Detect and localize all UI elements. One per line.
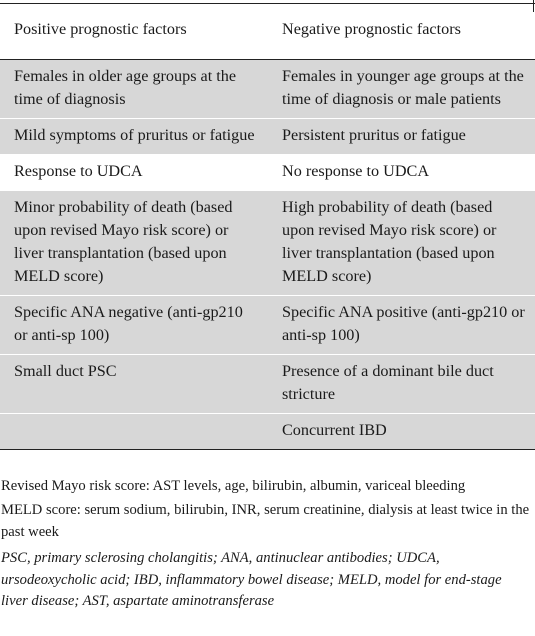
positive-cell: Mild symptoms of pruritus or fatigue <box>0 119 268 155</box>
negative-cell: No response to UDCA <box>268 155 535 191</box>
mayo-footnote: Revised Mayo risk score: AST levels, age, bilirubin, albumin, variceal bleeding <box>1 478 466 494</box>
negative-cell: Females in younger age groups at the time of diagnosis or male patients <box>268 60 535 119</box>
positive-cell: Response to UDCA <box>0 155 268 191</box>
prognostic-factors-table <box>0 12 535 450</box>
positive-cell: Specific ANA negative (anti-gp210 or anti-sp 100) <box>0 296 268 355</box>
top-rule <box>0 3 535 4</box>
positive-cell <box>0 414 268 450</box>
table-row <box>0 155 535 191</box>
negative-cell: Concurrent IBD <box>268 414 535 450</box>
table-row <box>0 191 535 296</box>
table-footnotes <box>0 476 535 615</box>
table-row <box>0 119 535 155</box>
negative-cell: Persistent pruritus or fatigue <box>268 119 535 155</box>
header-positive: Positive prognostic factors <box>14 20 187 38</box>
meld-footnote: MELD score: serum sodium, bilirubin, INR, serum creatinine, dialysis at least twice in the past week <box>1 502 530 540</box>
positive-cell: Minor probability of death (based upon revised Mayo risk score) or liver transplantation (based upon MELD score) <box>0 191 268 296</box>
negative-cell: High probability of death (based upon revised Mayo risk score) or liver transplantation (based upon MELD score) <box>268 191 535 296</box>
header-row <box>0 12 535 60</box>
table-row <box>0 355 535 414</box>
header-negative: Negative prognostic factors <box>282 20 461 38</box>
positive-cell: Females in older age groups at the time of diagnosis <box>0 60 268 119</box>
abbreviations-footnote: PSC, primary sclerosing cholangitis; ANA, antinuclear antibodies; UDCA, ursodeoxycholic acid; IBD, inflammatory bowel disease; MELD, model for end-stage liver disease; AST, aspartate aminotransferase <box>1 550 502 610</box>
positive-cell: Small duct PSC <box>0 355 268 414</box>
table-row <box>0 60 535 119</box>
right-edge-line <box>533 0 534 12</box>
top-border <box>0 0 535 12</box>
negative-cell: Specific ANA positive (anti-gp210 or anti-sp 100) <box>268 296 535 355</box>
negative-cell: Presence of a dominant bile duct stricture <box>268 355 535 414</box>
table-row <box>0 414 535 450</box>
table-row <box>0 296 535 355</box>
